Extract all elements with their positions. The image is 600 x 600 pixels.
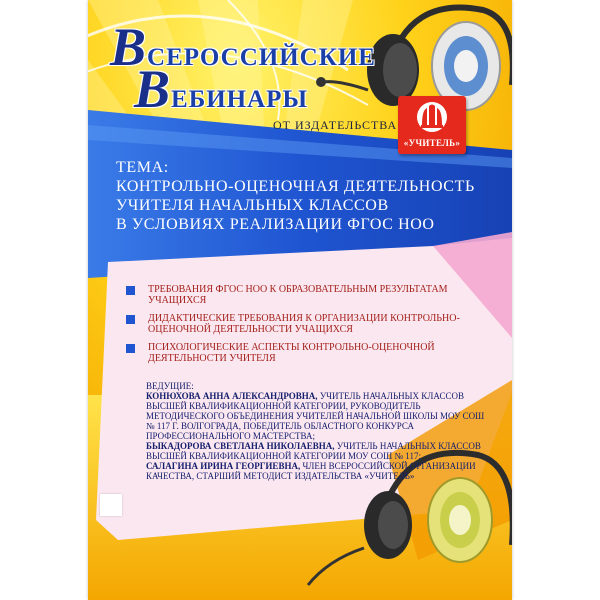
bullet-square-icon — [126, 344, 135, 353]
title-rest-1: СЕРОССИЙСКИЕ — [147, 44, 376, 71]
bullet-text-3: ПСИХОЛОГИЧЕСКИЕ АСПЕКТЫ КОНТРОЛЬНО-ОЦЕНОЧНОЙ ДЕЯТЕЛЬНОСТИ УЧИТЕЛЯ — [148, 342, 435, 364]
publisher-logo-text: «УЧИТЕЛЬ» — [403, 138, 461, 148]
title-line-2 — [134, 59, 308, 119]
topic-line-3: В УСЛОВИЯХ РЕАЛИЗАЦИИ ФГОС НОО — [116, 216, 435, 233]
host-2-name: БЫКАДОРОВА СВЕТЛАНА НИКОЛАЕВНА, — [146, 441, 335, 451]
topic-line-1: КОНТРОЛЬНО-ОЦЕНОЧНАЯ ДЕЯТЕЛЬНОСТЬ — [116, 178, 475, 195]
bullet-text-1: ТРЕБОВАНИЯ ФГОС НОО К ОБРАЗОВАТЕЛЬНЫМ РЕЗУЛЬТАТАМ УЧАЩИХСЯ — [148, 284, 448, 306]
hosts-label: ВЕДУЩИЕ: — [146, 381, 194, 391]
bullet-square-icon — [126, 315, 135, 324]
host-3-description: ЧЛЕН ВСЕРОССИЙСКОЙ ОРГАНИЗАЦИИ КАЧЕСТВА, СТАРШИЙ МЕТОДИСТ ИЗДАТЕЛЬСТВА «УЧИТЕЛЬ» — [146, 461, 476, 481]
host-1 — [146, 391, 486, 441]
bullet-item-3 — [126, 342, 466, 364]
decorative-square — [100, 494, 122, 516]
topic-label: ТЕМА: — [116, 159, 169, 176]
bullet-item-2 — [126, 313, 466, 335]
publisher-caption: ОТ ИЗДАТЕЛЬСТВА — [273, 118, 398, 132]
hosts-block — [146, 381, 486, 481]
host-3-name: САЛАГИНА ИРИНА ГЕОРГИЕВНА, — [146, 461, 301, 471]
bullet-item-1 — [126, 284, 466, 306]
publisher-emblem-icon — [398, 98, 466, 138]
topic-block — [116, 158, 496, 234]
topic-line-2: УЧИТЕЛЯ НАЧАЛЬНЫХ КЛАССОВ — [116, 197, 389, 214]
host-2 — [146, 441, 486, 461]
host-1-description: УЧИТЕЛЬ НАЧАЛЬНЫХ КЛАССОВ ВЫСШЕЙ КВАЛИФИКАЦИОННОЙ КАТЕГОРИИ, РУКОВОДИТЕЛЬ МЕТОДИЧЕСКОГО ОБЪЕДИНЕНИЯ УЧИТЕЛЕЙ НАЧАЛЬНОЙ ШКОЛЫ МОУ СОШ № 117 Г. ВОЛГОГРАДА, ПОБЕДИТЕЛЬ ОБЛАСТНОГО КОНКУРСА ПРОФЕССИОНАЛЬНОГО МАСТЕРСТВА; — [146, 391, 485, 441]
title-initial-1: В — [110, 17, 148, 77]
title-initial-2: В — [134, 59, 172, 119]
host-1-name: КОНЮХОВА АННА АЛЕКСАНДРОВНА, — [146, 391, 318, 401]
title-rest-2: ЕБИНАРЫ — [171, 86, 308, 113]
host-2-description: УЧИТЕЛЬ НАЧАЛЬНЫХ КЛАССОВ ВЫСШЕЙ КВАЛИФИКАЦИОННОЙ КАТЕГОРИИ МОУ СОШ № 117; — [146, 441, 481, 461]
webinar-poster — [88, 0, 512, 600]
bullet-square-icon — [126, 286, 135, 295]
bullet-text-2: ДИДАКТИЧЕСКИЕ ТРЕБОВАНИЯ К ОРГАНИЗАЦИИ КОНТРОЛЬНО-ОЦЕНОЧНОЙ ДЕЯТЕЛЬНОСТИ УЧАЩИХСЯ — [148, 313, 460, 335]
host-3 — [146, 461, 486, 481]
publisher-logo — [398, 96, 466, 154]
